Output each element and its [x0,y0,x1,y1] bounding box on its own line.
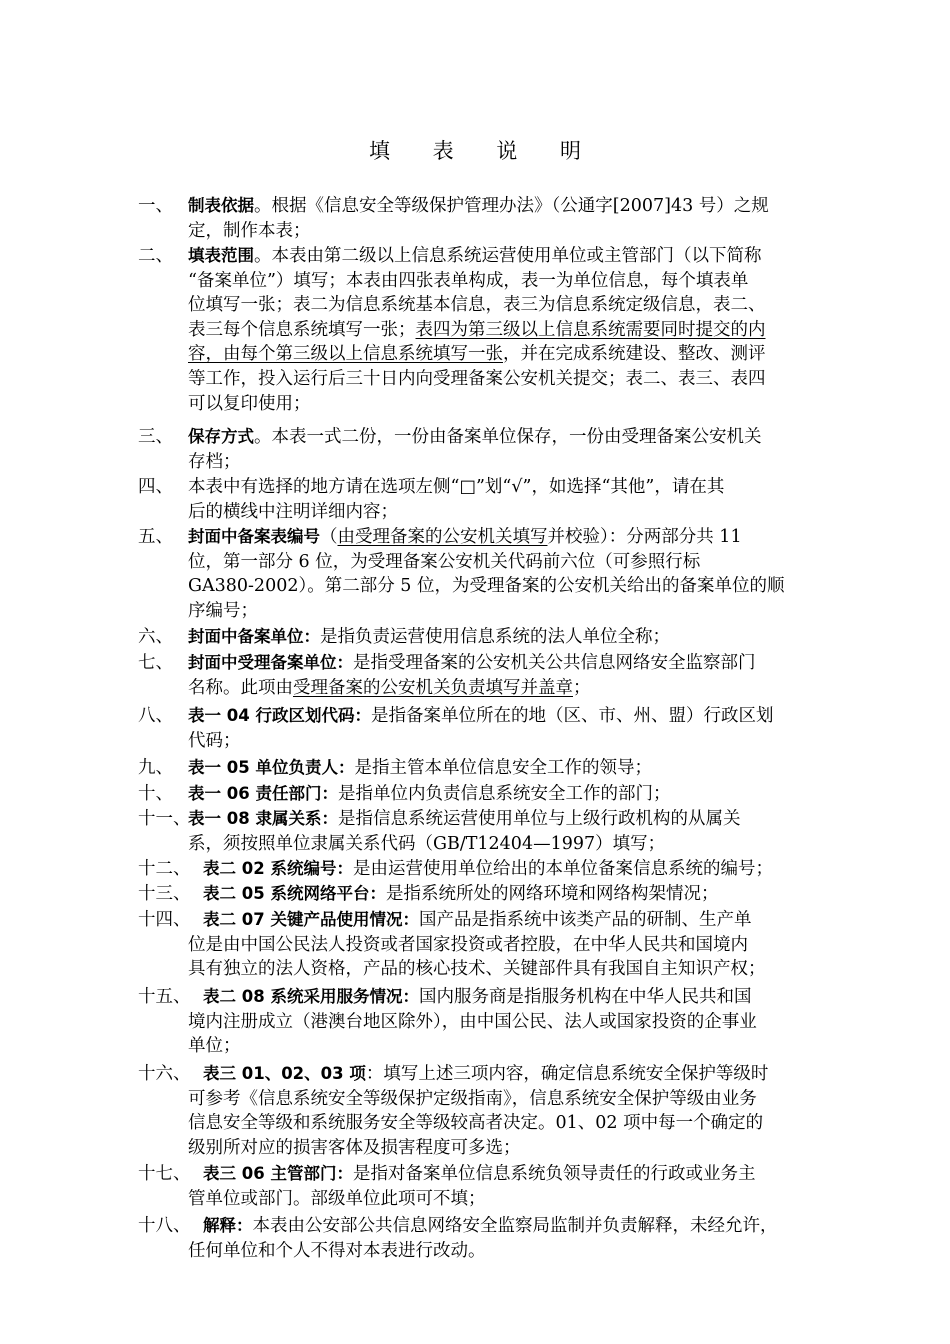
underlined-text: 由受理备案的公安机关填写 [337,527,548,547]
item-line [188,651,756,676]
item-line: 代码； [188,730,241,751]
item-number: 十六、 [138,1064,191,1084]
item-line: 级别所对应的损害客体及损害程度可多选； [188,1137,521,1158]
item-text: 是指负责运营使用信息系统的法人单位全称； [320,627,670,647]
item-text: 是指主管本单位信息安全工作的领导； [354,758,652,778]
item-line: 单位； [188,1036,241,1057]
item-line [188,756,652,781]
item-line [203,908,751,933]
item-text: 并校验）：分两部分共 11 [547,527,742,547]
item-line: 等工作，投入运行后三十日内向受理备案公安机关提交；表二、表三、表四 [188,369,766,389]
item-text: 国产品是指系统中该类产品的研制、生产单 [418,910,752,930]
item-number: 十二、 [138,859,191,879]
item-number: 十五、 [138,987,191,1007]
item-text: ：填写上述三项内容，确定信息系统安全保护等级时 [365,1064,769,1084]
item-text: ； [573,677,591,698]
item-line [203,882,718,907]
item-number: 一、 [138,196,173,216]
underlined-text: 容，由每个第三级以上信息系统填写一张 [188,344,503,365]
item-number: 十七、 [138,1164,191,1184]
item-line: 存档； [188,451,241,472]
item-line [203,1062,768,1087]
item-line [188,194,769,219]
item-line [188,525,742,550]
underlined-text: 受理备案的公安机关负责填写并盖章 [293,677,573,698]
underlined-text: 表四为第三级以上信息系统需要同时提交的内 [415,319,766,340]
item-line: 任何单位和个人不得对本表进行改动。 [188,1240,486,1261]
item-text: 名称。此项由 [188,677,293,698]
item-line: 境内注册成立（港澳台地区除外），由中国公民、法人或国家投资的企事业 [188,1011,757,1032]
item-text: 本表由公安部公共信息网络安全监察局监制并负责解释，未经允许， [252,1216,778,1236]
item-heading: 封面中备案单位： [188,627,320,646]
item-text: 国内服务商是指服务机构在中华人民共和国 [418,987,752,1007]
item-number: 十八、 [138,1216,191,1236]
item-line: 管单位或部门。部级单位此项可不填； [188,1188,486,1209]
item-heading: 表三 06 主管部门： [203,1164,353,1183]
item-heading: 表一 06 责任部门： [188,784,338,803]
item-line: 定，制作本表； [188,220,311,241]
item-number: 五、 [138,527,173,547]
item-line: 具有独立的法人资格，产品的核心技术、关键部件具有我国自主知识产权； [188,959,766,980]
item-text: （ [320,527,338,547]
item-heading: 表二 08 系统采用服务情况： [203,987,419,1006]
page-title: 填 表 说 明 [368,139,600,163]
item-line [188,425,762,450]
item-heading: 封面中备案表编号 [188,527,320,546]
item-heading: 表二 05 系统网络平台： [203,884,386,903]
item-text: 是指受理备案的公安机关公共信息网络安全监察部门 [353,653,756,673]
item-line: 后的横线中注明详细内容； [188,501,398,522]
item-text: 。本表一式二份，一份由备案单位保存，一份由受理备案公安机关 [254,427,762,447]
item-line [188,318,766,343]
item-number: 九、 [138,758,173,778]
item-number: 十四、 [138,910,191,930]
item-line: 本表中有选择的地方请在选项左侧“□”划“√”，如选择“其他”，请在其 [188,477,725,497]
item-line [188,342,766,367]
item-number: 十一、 [138,809,191,829]
item-line [188,807,740,832]
item-text: 表三每个信息系统填写一张； [188,319,416,340]
item-text: 。本表由第二级以上信息系统运营使用单位或主管部门（以下简称 [254,246,762,266]
item-line: 位是由中国公民法人投资或者国家投资或者控股，在中华人民共和国境内 [188,934,748,955]
item-heading: 填表范围 [188,246,254,265]
item-line: 位填写一张；表二为信息系统基本信息，表三为信息系统定级信息，表二、 [188,295,766,316]
item-text: 是由运营使用单位给出的本单位备案信息系统的编号； [352,859,773,879]
item-heading: 封面中受理备案单位： [188,653,353,672]
item-line [203,1214,778,1239]
item-line: “备案单位”）填写；本表由四张表单构成，表一为单位信息，每个填表单 [188,270,749,291]
item-heading: 表二 02 系统编号： [203,859,353,878]
item-line: 位，第一部分 6 位，为受理备案公安机关代码前六位（可参照行标 [188,551,701,572]
item-number: 十三、 [138,884,191,904]
item-text: 是指对备案单位信息系统负领导责任的行政或业务主 [352,1164,756,1184]
item-number: 八、 [138,706,173,726]
item-number: 七、 [138,653,173,673]
item-text: 是指备案单位所在的地（区、市、州、盟）行政区划 [370,706,774,726]
item-line: 可以复印使用； [188,393,311,414]
item-text: 是指系统所处的网络环境和网络构架情况； [385,884,719,904]
item-line: 信息安全等级和系统服务安全等级较高者决定。01、02 项中每一个确定的 [188,1113,764,1134]
item-line: GA380-2002）。第二部分 5 位，为受理备案的公安机关给出的备案单位的顺 [188,576,785,597]
item-line [188,676,591,701]
item-line [188,782,670,807]
item-number: 三、 [138,427,173,447]
item-heading: 表三 01、02、03 项 [203,1064,366,1083]
item-heading: 表一 08 隶属关系： [188,809,338,828]
item-heading: 表一 05 单位负责人： [188,758,355,777]
item-line [203,1162,755,1187]
item-text: 。根据《信息安全等级保护管理办法》（公通字[2007]43 号）之规 [254,196,769,216]
item-line: 序编号； [188,600,258,621]
item-line: 系，须按照单位隶属关系代码（GB/T12404—1997）填写； [188,833,666,854]
item-line [203,857,773,882]
item-heading: 保存方式 [188,427,254,446]
item-line [188,704,773,729]
item-line [188,244,762,269]
item-line [188,625,670,650]
item-number: 六、 [138,627,173,647]
item-text: ，并在完成系统建设、整改、测评 [503,344,766,365]
item-text: 是指单位内负责信息系统安全工作的部门； [337,784,671,804]
item-heading: 表二 07 关键产品使用情况： [203,910,419,929]
item-line [203,985,751,1010]
item-number: 二、 [138,246,173,266]
item-number: 十、 [138,784,173,804]
item-heading: 表一 04 行政区划代码： [188,706,371,725]
item-text: 是指信息系统运营使用单位与上级行政机构的从属关 [337,809,741,829]
item-number: 四、 [138,477,173,497]
item-heading: 制表依据 [188,196,254,215]
item-heading: 解释： [203,1216,253,1235]
item-line: 可参考《信息系统安全等级保护定级指南》，信息系统安全保护等级由业务 [188,1088,757,1109]
